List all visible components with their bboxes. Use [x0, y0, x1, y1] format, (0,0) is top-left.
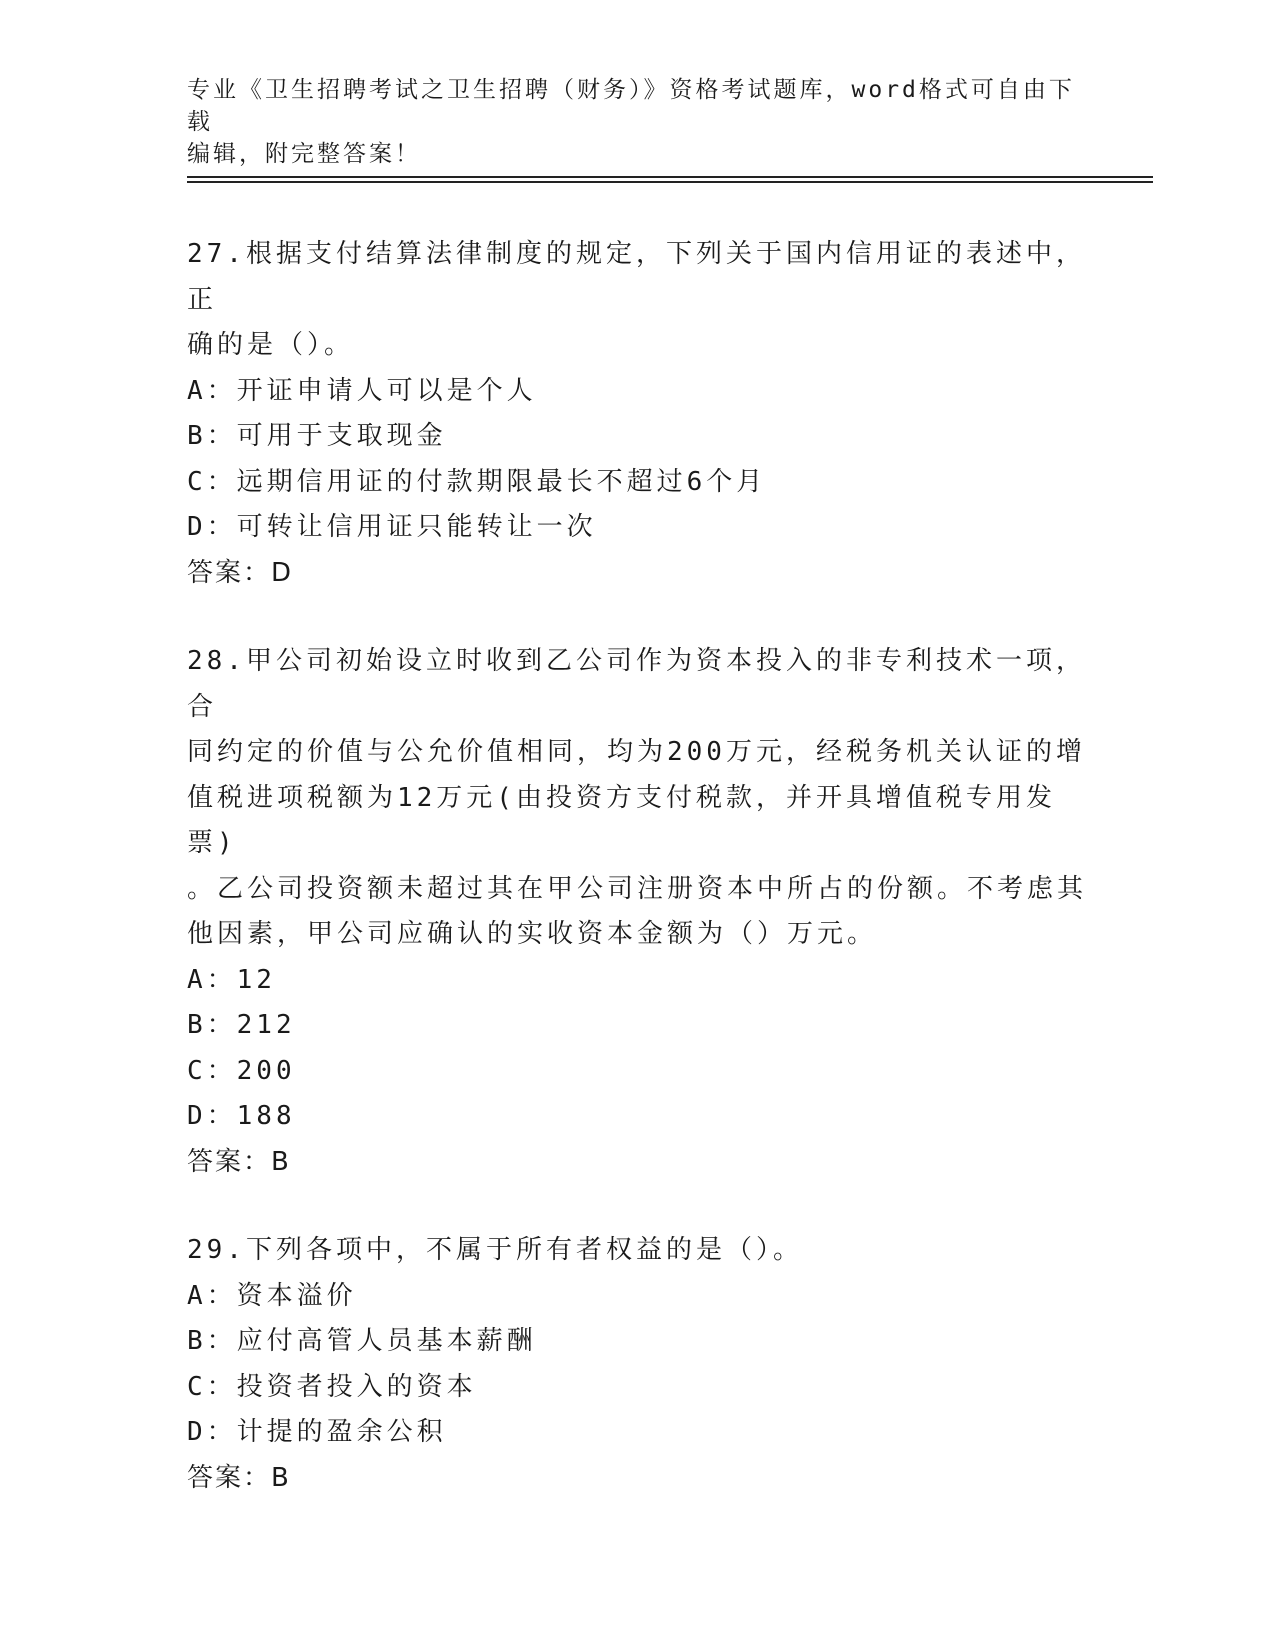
option-a: A：资本溢价 — [187, 1280, 357, 1311]
question-text-line: 确的是（）。 — [187, 330, 355, 360]
question-list — [187, 232, 1087, 1544]
question-text-line: 27.根据支付结算法律制度的规定，下列关于国内信用证的表述中，正 — [187, 239, 1086, 315]
option-d: D：计提的盈余公积 — [187, 1417, 447, 1447]
option-c: C：投资者投入的资本 — [187, 1371, 477, 1402]
answer: 答案：B — [187, 1146, 291, 1177]
option-d: D：188 — [187, 1101, 296, 1131]
option-c: C：200 — [187, 1055, 296, 1086]
question-text-line: 28.甲公司初始设立时收到乙公司作为资本投入的非专利技术一项，合 — [187, 646, 1086, 722]
question-text-line: 。乙公司投资额未超过其在甲公司注册资本中所占的份额。不考虑其 — [187, 873, 1088, 904]
option-b: B：应付高管人员基本薪酬 — [187, 1326, 537, 1356]
option-c: C：远期信用证的付款期限最长不超过6个月 — [187, 466, 767, 497]
question-27 — [187, 232, 1087, 596]
question-text-line: 值税进项税额为12万元(由投资方支付税款，并开具增值税专用发票) — [187, 782, 1056, 858]
header-divider-top — [187, 176, 1153, 178]
document-header — [187, 74, 1087, 170]
answer: 答案：D — [187, 557, 294, 588]
option-b: B：212 — [187, 1010, 296, 1040]
question-text-line: 他因素，甲公司应确认的实收资本金额为（）万元。 — [187, 919, 878, 949]
question-29 — [187, 1228, 1087, 1501]
question-text-line: 同约定的价值与公允价值相同，均为200万元，经税务机关认证的增 — [187, 737, 1086, 767]
option-a: A：12 — [187, 964, 276, 995]
option-a: A：开证申请人可以是个人 — [187, 375, 537, 406]
header-line-2: 编辑，附完整答案！ — [187, 141, 421, 167]
question-28 — [187, 639, 1087, 1185]
header-divider-bottom — [187, 181, 1153, 183]
option-d: D：可转让信用证只能转让一次 — [187, 512, 597, 542]
answer: 答案：B — [187, 1462, 291, 1493]
header-line-1: 专业《卫生招聘考试之卫生招聘（财务）》资格考试题库，word格式可自由下载 — [187, 77, 1075, 135]
question-text-line: 29.下列各项中，不属于所有者权益的是（）。 — [187, 1235, 803, 1265]
option-b: B：可用于支取现金 — [187, 421, 447, 451]
